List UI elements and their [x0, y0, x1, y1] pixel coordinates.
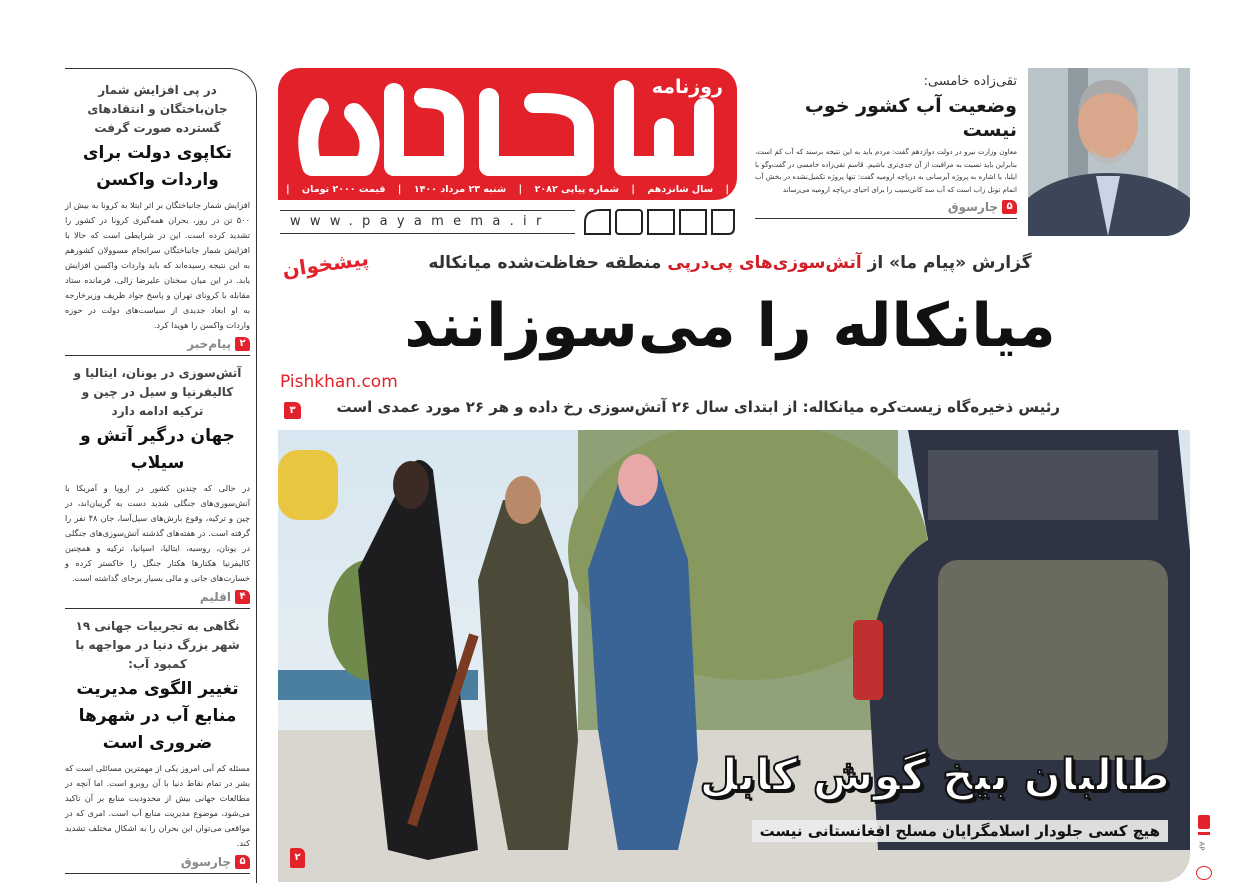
story-kicker: نگاهی به تجربیات جهانی ۱۹ شهر بزرگ دنیا در مواجهه با کمبود آب: [75, 619, 240, 671]
camera-icon [1196, 866, 1212, 880]
section-ref[interactable] [755, 199, 1017, 219]
story-headline[interactable]: تکاپوی دولت برای واردات واکسن [82, 143, 233, 190]
kicker-highlight: آتش‌سوزی‌های پی‌درپی [667, 253, 862, 273]
section-label: چارسوق [947, 200, 998, 214]
left-story-fire-flood[interactable] [65, 364, 250, 609]
photo-credit: AP [1197, 841, 1206, 851]
page-badge: ۲ [290, 848, 305, 868]
story-body: در حالی که چندین کشور در اروپا و آمریکا با آتش‌سوزی‌های جنگلی شدید دست به گریبان‌اند، در چین و ترکیه، وقوع بارش‌های سیل‌آسا، جان ۴۸ نفر را گرفته است. در هفته‌های گذشته آتش‌سوزی‌های جنگلی در یونان، روسیه، ایتالیا، اسپانیا، ترکیه و همچنین کالیفرنیا هکتارها هکتار جنگل را خاکستر کرده و خسارت‌های جانی و مالی بسیار برجای گذاشته است. [65, 483, 250, 583]
story-body: معاون وزارت نیرو در دولت دوازدهم گفت: مردم باید به این نتیجه برسند که آب کم است، بنابراین باید نسبت به مراقبت از آن جدی‌تری باشیم. قاسم تقی‌زاده خامسی در گفت‌وگو با ایلنا، با اشاره به پروژه آبرسانی به دریاچه ارومیه گفت: تنها پروژه تکمیل‌نشده در بخش آب اتمام تونل زاب است که آب سد کانی‌سیب را برای احیای دریاچه ارومیه می‌رساند [755, 148, 1017, 194]
portrait-photo [1028, 68, 1190, 236]
story-headline[interactable]: تغییر الگوی مدیریت منابع آب در شهرها ضروری است [76, 679, 239, 753]
left-story-vaccine[interactable] [65, 81, 250, 356]
story-kicker: آتش‌سوزی در یونان، ایتالیا و کالیفرنیا و سیل در چین و ترکیه ادامه دارد [73, 366, 242, 418]
page-badge: ۵ [235, 855, 250, 869]
photo-headline[interactable]: طالبان بیخ گوش کابل [699, 750, 1170, 801]
story-body: افزایش شمار جانباختگان بر اثر ابتلا به کرونا به بیش از ۵۰۰ تن در روز، بحران همه‌گیری کرونا در کشور را تشدید کرده است. این در شرایطی است که حالا با افزایش شمار جانباختگان سرانجام مسوولان کشورهم به این نتیجه رسیده‌اند که باید واردات واکسن افزایش یابد. در این میان سخنان علیرضا زالی، فرمانده ستاد مقابله با کرونای تهران و پاسخ جواد ظریف وزیرخارجه به او ابعاد جدیدی از سیاست‌های دولت در حوزه واردات واکسن را هویدا کرد. [65, 200, 250, 330]
masthead[interactable] [278, 68, 737, 200]
page-badge: ۴ [235, 590, 250, 604]
main-headline[interactable]: میانکاله را می‌سوزانند [404, 291, 1056, 361]
watermark-fa: پیشخوان [280, 246, 371, 282]
divider [1198, 832, 1210, 835]
newspaper-label: روزنامه [651, 76, 723, 98]
kicker-pre: گزارش «پیام ما» از [867, 253, 1032, 273]
story-kicker: در پی افزایش شمار جان‌باختگان و انتقادهای گسترده صورت گرفت [87, 83, 228, 135]
left-column [65, 68, 257, 883]
kicker-post: منطقه حفاظت‌شده میانکاله [428, 253, 662, 273]
page-badge: ۳ [284, 402, 301, 419]
main-kicker [330, 252, 1130, 274]
story-body: مسئله کم آبی امروز یکی از مهمترین مسائلی است که بشر در تمام نقاط دنیا با آن روبرو است. اما آنچه در مطالعات جهانی بیش از محدودیت منابع بر آن تاکید می‌شود، موضوع مدیریت منابع آب است. امری که در مواقعی می‌توان این بحران را به اشکال مختلف تشدید کند. [65, 763, 250, 848]
section-label: چارسوق [180, 855, 231, 869]
story-headline[interactable]: جهان درگیر آتش و سیلاب [80, 426, 235, 473]
watermark-en: Pishkhan.com [280, 372, 398, 392]
story-kicker: تقی‌زاده خامسی: [923, 74, 1017, 89]
price: قیمت ۲۰۰۰ تومان [302, 184, 386, 195]
page-badge: ۵ [1002, 200, 1017, 214]
story-headline[interactable]: وضعیت آب کشور خوب نیست [804, 95, 1017, 141]
page-marker-icon [1198, 815, 1210, 829]
page-badge: ۲ [235, 337, 250, 351]
issue-date: شنبه ۲۳ مرداد ۱۴۰۰ [413, 184, 507, 195]
section-ref[interactable] [65, 854, 250, 874]
section-ref[interactable] [65, 589, 250, 609]
left-story-water[interactable] [65, 617, 250, 874]
photo-image [278, 430, 1190, 882]
main-subhead: رئیس ذخیره‌گاه زیست‌کره میانکاله: از ابتدای سال ۲۶ آتش‌سوزی رخ داده و هر ۲۶ مورد عمدی است [336, 398, 1060, 416]
issue-info: | سال شانزدهم | شماره پیاپی ۲۰۸۲ | شنبه ۲۳ مرداد ۱۴۰۰ | قیمت ۲۰۰۰ تومان | [286, 184, 729, 195]
section-label: اقلیم [199, 590, 231, 604]
website-url[interactable]: www.payamema.ir [280, 210, 575, 234]
section-ref[interactable] [65, 336, 250, 356]
logo-outline-icon [582, 208, 737, 236]
issue-number: شماره پیاپی ۲۰۸۲ [534, 184, 619, 195]
year-text: سال شانزدهم [647, 184, 714, 195]
right-story[interactable] [755, 68, 1017, 219]
main-photo[interactable] [278, 430, 1190, 882]
section-label: پیام‌خبر [187, 337, 231, 351]
photo-subhead: هیچ کسی جلودار اسلامگرایان مسلح افغانستانی نیست [752, 820, 1168, 842]
